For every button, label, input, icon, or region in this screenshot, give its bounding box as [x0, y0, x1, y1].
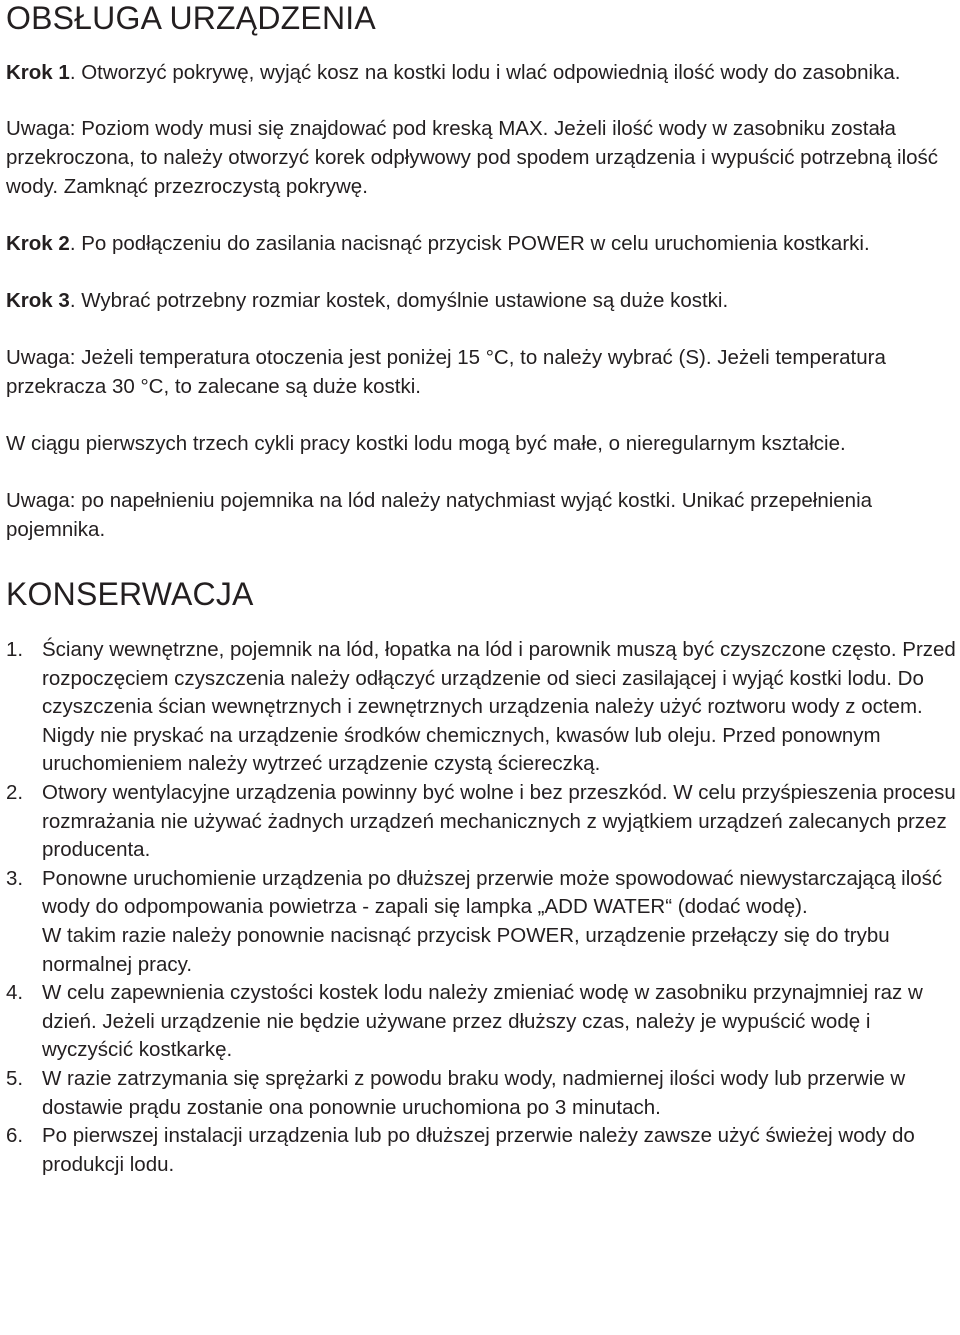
list-item-number: 1. — [6, 638, 24, 661]
paragraph-step-1 — [6, 58, 956, 87]
paragraph-note-overfill — [6, 486, 956, 544]
list-item — [6, 1122, 956, 1179]
step-label: Krok 3 — [6, 289, 70, 312]
list-item-text: Otwory wentylacyjne urządzenia powinny być wolne i bez przeszkód. W celu przyśpieszenia procesu rozmrażania nie używać żadnych urządzeń mechanicznych z wyjątkiem urządzeń zalecanych przez producenta. — [42, 780, 956, 862]
section-title-operation: OBSŁUGA URZĄDZENIA — [6, 0, 376, 36]
list-item-number: 6. — [6, 1124, 24, 1148]
list-item-text: W celu zapewnienia czystości kostek lodu należy zmieniać wodę w zasobniku przynajmniej raz w dzień. Jeżeli urządzenie nie będzie używane przez dłuższy czas, należy je wypuścić wodę i wyczyścić kostkarkę. — [42, 981, 923, 1062]
paragraph-text: W ciągu pierwszych trzech cykli pracy kostki lodu mogą być małe, o nieregularnym kształcie. — [6, 432, 846, 455]
list-item — [6, 636, 956, 779]
paragraph-text: . Wybrać potrzebny rozmiar kostek, domyślnie ustawione są duże kostki. — [69, 289, 729, 312]
list-item-text-continued: W takim razie należy ponownie nacisnąć przycisk POWER, urządzenie przełączy się do trybu normalnej pracy. — [42, 923, 890, 976]
manual-page — [6, 0, 956, 1179]
section-title-maintenance: KONSERWACJA — [6, 576, 254, 612]
paragraph-note-water-level — [6, 114, 956, 201]
step-label: Krok 2 — [6, 232, 70, 255]
list-item-number: 2. — [6, 780, 24, 804]
list-item-text: Ściany wewnętrzne, pojemnik na lód, łopatka na lód i parownik muszą być czyszczone często. Przed rozpoczęciem czyszczenia należy odłączyć urządzenie od sieci zasilającej i wyjąć kostki lodu. Do czyszczenia ścian wewnętrznych i zewnętrznych urządzenia należy użyć roztworu wody z octem. Nigdy nie pryskać na urządzenie środków chemicznych, kwasów lub oleju. Przed ponownym uruchomieniem należy wytrzeć urządzenie czystą ściereczką. — [42, 638, 956, 776]
paragraph-first-cycles — [6, 429, 956, 458]
paragraph-text: Uwaga: Poziom wody musi się znajdować pod kreską MAX. Jeżeli ilość wody w zasobniku została przekroczona, to należy otworzyć korek odpływowy pod spodem urządzenia i wypuścić potrzebną ilość wody. Zamknąć przezroczystą pokrywę. — [6, 117, 939, 198]
maintenance-list — [6, 636, 956, 1179]
list-item-number: 3. — [6, 866, 24, 890]
paragraph-step-2 — [6, 229, 956, 258]
paragraph-text: . Po podłączeniu do zasilania nacisnąć przycisk POWER w celu uruchomienia kostkarki. — [69, 232, 870, 255]
list-item — [6, 1065, 956, 1122]
paragraph-step-3 — [6, 286, 956, 315]
list-item-number: 4. — [6, 981, 24, 1005]
paragraph-note-temperature — [6, 343, 956, 401]
list-item-text: Ponowne uruchomienie urządzenia po dłuższej przerwie może spowodować niewystarczającą ilość wody do odpompowania powietrza - zapali się lampka „ADD WATER“ (dodać wodę). — [42, 866, 943, 919]
list-item — [6, 865, 956, 979]
list-item-text: Po pierwszej instalacji urządzenia lub po dłuższej przerwie należy zawsze użyć świeżej wody do produkcji lodu. — [42, 1124, 915, 1176]
list-item-text: W razie zatrzymania się sprężarki z powodu braku wody, nadmiernej ilości wody lub przerwie w dostawie prądu zostanie ona ponownie uruchomiona po 3 minutach. — [42, 1066, 906, 1119]
list-item — [6, 979, 956, 1065]
step-label: Krok 1 — [6, 61, 70, 84]
list-item — [6, 779, 956, 865]
paragraph-text: Uwaga: po napełnieniu pojemnika na lód należy natychmiast wyjąć kostki. Unikać przepełnienia pojemnika. — [6, 489, 873, 541]
paragraph-text: . Otworzyć pokrywę, wyjąć kosz na kostki lodu i wlać odpowiednią ilość wody do zasobnika. — [69, 61, 901, 84]
paragraph-text: Uwaga: Jeżeli temperatura otoczenia jest poniżej 15 °C, to należy wybrać (S). Jeżeli temperatura przekracza 30 °C, to zalecane są duże kostki. — [6, 346, 886, 398]
list-item-number: 5. — [6, 1066, 24, 1090]
